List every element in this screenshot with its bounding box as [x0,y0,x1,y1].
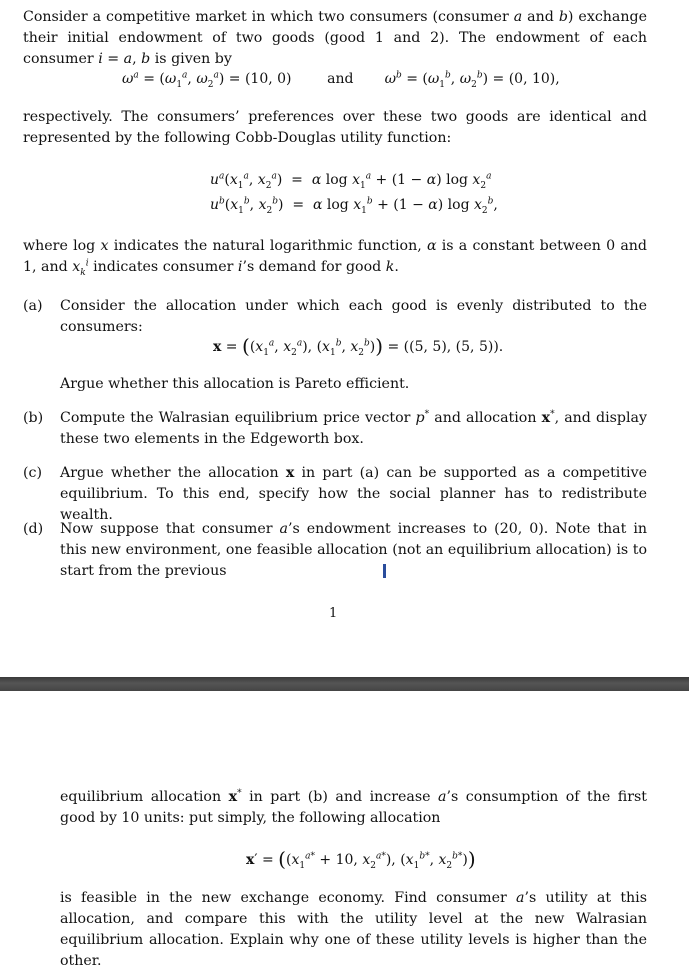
part-d-continuation: equilibrium allocation x* in part (b) and increase a’s consumption of the first good by 10 units: put simply, the following allocation [60,788,647,826]
part-d-text: Now suppose that consumer a’s endowment increases to (20, 0). Note that in this new environment, one feasible allocation (not an equilibrium allocation) is to start from the previous [60,521,647,579]
part-b-label: (b) [23,410,44,426]
part-a-label: (a) [23,298,43,314]
new-allocation-equation: $x' = ((x_1^{a*} + 10$, $x_2^{a*}$), ($x_1^{b*}$, $x_2^{b*}$)) [246,847,476,871]
part-c-text: Argue whether the allocation x in part (a) can be supported as a competitive equilibrium. To this end, specify how the social planner has to redistribute wealth. [60,465,647,523]
part-a-text-2: Argue whether this allocation is Pareto efficient. [60,376,410,392]
intro-paragraph-1 [23,7,647,70]
part-b-text: Compute the Walrasian equilibrium price vector p* and allocation x*, and display these two elements in the Edgeworth box. [60,409,648,447]
intro-paragraph-3 [23,236,647,278]
utility-function-b: $u^b(x_1^b$, $x_2^b) = \alpha$ $\log x_1^b + (1 - \alpha)$ $\log x_2^b$, [210,196,498,216]
part-c-label: (c) [23,465,43,481]
utility-function-a: $u^a(x_1^a$, $x_2^a) = \alpha$ $\log x_1^a + (1 - \alpha)$ $\log x_2^a$ [210,171,492,191]
part-d-label: (d) [23,521,44,537]
intro-3-text: where log x indicates the natural logarithmic function, α is a constant between 0 and 1, and $x_k^i$ indicates consumer i’s demand for good k. [23,238,648,278]
part-a-text: Consider the allocation under which each good is evenly distributed to the consumers: [60,298,647,335]
endowment-equation: $\omega^a = (\omega_1^a$, $\omega_2^a) = (10$, 0) and $\omega^b = (\omega_1^b$, $\omega_2^b) = (0$, 10), [122,70,560,90]
intro-paragraph-2 [23,107,647,149]
document-page-2 [0,691,689,969]
text-cursor [383,564,386,578]
page-number: 1 [329,606,338,621]
page-separator [0,677,689,691]
part-d-closing: is feasible in the new exchange economy. Find consumer a’s utility at this allocation, and compare this with the utility level at the new Walrasian equilibrium allocation. Explain why one of these utility levels is higher than the other. [60,890,647,969]
intro-1-text: Consider a competitive market in which two consumers (consumer a and b) exchange their initial endowment of two goods (good 1 and 2). The endowment of each consumer i = a, b is given by [23,9,647,67]
allocation-equation: $x = ((x_1^a$, $x_2^a$), ($x_1^b$, $x_2^b)) = ((5$, 5), (5, 5)). [213,334,504,358]
intro-2-text: respectively. The consumers’ preferences over these two goods are identical and represented by the following Cobb-Douglas utility function: [23,109,647,146]
